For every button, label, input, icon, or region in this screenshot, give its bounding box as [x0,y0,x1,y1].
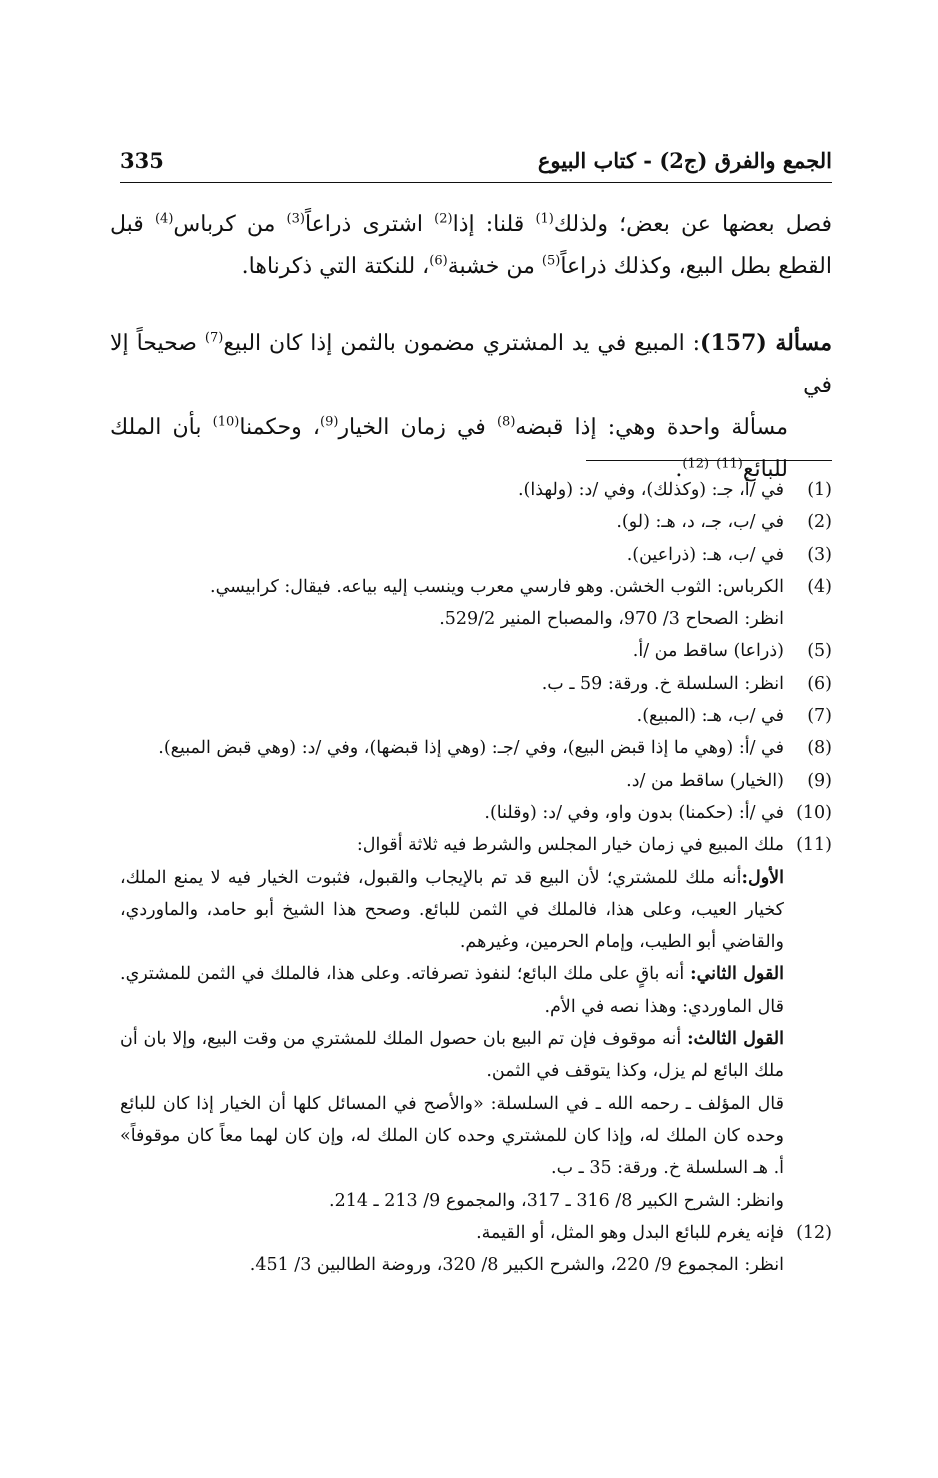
footnote-10 [120,797,832,829]
footnote-ref[interactable]: (9) [320,414,339,430]
second-opinion [120,958,784,1023]
footnote-text: الكرباس: الثوب الخشن. وهو فارسي معرب وينسب إليه بياعه. فيقال: كرابيسي. [210,576,784,597]
footnote-7 [120,700,832,732]
footnote-6 [120,668,832,700]
footnote-4 [120,571,832,636]
body-text: ، للنكتة التي ذكرناها. [241,254,430,279]
footnote-ref[interactable]: (5) [541,253,561,269]
footnote-divider [586,460,832,461]
footnote-number: (4) [807,576,832,597]
footnote-12 [120,1217,832,1282]
footnote-text: في /أ، جـ: (وكذلك)، وفي /د: (ولهذا). [517,480,784,500]
footnote-number: (9) [807,770,832,791]
header-title: الجمع والفرق (ج2) - كتاب البيوع [537,148,832,173]
footnote-number: (12) [796,1222,832,1243]
first-opinion [120,862,784,959]
footnote-3 [120,539,832,571]
footnote-text: في /ب، هـ: (المبيع). [636,706,784,727]
body-text: اشترى ذراعاً [304,212,435,237]
footnote-1 [120,474,832,506]
footnote-number: (10) [796,802,832,823]
issue-label: مسألة (157) [700,330,832,356]
footnote-text: في /أ: (وهي ما إذا قبض البيع)، وفي /جـ: (وهي إذا قبضها)، وفي /د: (وهي قبض المبيع). [158,738,784,759]
footnote-number: (3) [807,544,832,565]
footnote-text: (ذراعا) ساقط من /أ. [632,641,784,662]
body-text: . [675,457,683,482]
running-header [120,148,832,183]
body-text: من كرباس [173,212,287,237]
body-text: قلنا: إذا [452,212,536,237]
footnote-text: انظر: السلسلة خ. ورقة: 59 ـ ب. [541,673,784,694]
opinion-text: أنه موقوف فإن تم البيع بان حصول الملك للمشتري من وقت البيع، وإلا بان أن ملك البائع لم يزل، وكذا يتوقف في الثمن. [120,1029,784,1082]
third-opinion [120,1023,784,1088]
footnote-ref[interactable]: (12) [682,456,710,472]
body-text: قبل القطع بطل البيع، وكذلك ذراعاً [110,212,832,279]
footnote-5 [120,635,832,667]
body-paragraph-1 [110,204,832,288]
footnote-source: انظر: المجموع 9/ 220، والشرح الكبير 8/ 320، وروضة الطالبين 3/ 451. [249,1255,784,1276]
footnote-2 [120,506,832,538]
issue-157-paragraph [110,322,832,491]
footnote-number: (5) [807,641,832,662]
footnote-ref[interactable]: (2) [434,211,453,227]
footnote-text: ملك المبيع في زمان خيار المجلس والشرط فيه ثلاثة أقوال: [356,835,784,856]
footnote-ref[interactable]: (6) [429,253,448,269]
footnote-8 [120,732,832,764]
footnote-number: (6) [807,673,832,694]
opinion-label: الأول: [741,867,784,888]
opinion-text: أنه ملك للمشتري؛ لأن البيع قد تم بالإيجاب والقبول، فثبوت الخيار فيه لا يمنع الملك، كخيار العيب، وعلى هذا، فالملك في الثمن للبائع. وصحح هذا الشيخ أبو حامد، والماوردي، والقاضي أبو الطيب، وإمام الحرمين، وغيرهم. [120,867,784,953]
opinion-text: أنه باقٍ على ملك البائع؛ لنفوذ تصرفاته. وعلى هذا، فالملك في الثمن للمشتري. قال الماوردي: وهذا نصه في الأم. [120,964,784,1017]
footnotes-section [120,474,832,1281]
footnote-ref[interactable]: (10) [212,414,240,430]
footnote-text: في /ب، هـ: (ذراعين). [626,544,784,565]
footnote-number: (7) [807,706,832,727]
footnote-ref[interactable]: (11) [716,456,743,472]
footnote-ref[interactable]: (8) [496,414,516,430]
opinion-label: القول الثالث: [687,1029,784,1050]
page-number: 335 [120,148,164,173]
footnote-source: انظر: الصحاح 3/ 970، والمصباح المنير 529/2. [439,609,784,630]
footnote-text: في /أ: (حكمنا) بدون واو، وفي /د: (وقلنا). [484,802,784,823]
body-text: في زمان الخيار [338,415,497,440]
footnote-11 [120,829,832,1217]
body-text: مسألة واحدة وهي: إذا قبضه [515,415,788,440]
footnote-number: (8) [807,738,832,759]
body-text: ، وحكمنا [239,415,320,440]
footnote-ref[interactable]: (3) [286,211,305,227]
footnote-source: وانظر: الشرح الكبير 8/ 316 ـ 317، والمجموع 9/ 213 ـ 214. [328,1190,784,1211]
author-quote: قال المؤلف ـ رحمه الله ـ في السلسلة: «والأصح في المسائل كلها أن الخيار إذا كان للبائع وحده كان الملك له، وإذا كان للمشتري وحده كان الملك له، وإن كان لهما معاً كان موقوفاً» أ. هـ السلسلة خ. ورقة: 35 ـ ب. [120,1093,784,1179]
body-text: : المبيع في يد المشتري مضمون بالثمن إذا كان البيع [223,331,701,356]
body-text: من خشبة [447,254,542,279]
footnote-ref[interactable]: (7) [204,330,224,346]
body-text: بأن الملك للبائع [110,415,788,482]
footnote-text: في /ب، جـ، د، هـ: (لو). [616,512,784,533]
footnote-9 [120,765,832,797]
footnote-text: (الخيار) ساقط من /د. [626,770,784,791]
body-text: صحيحاً إلا في [110,331,832,398]
opinion-label: القول الثاني: [690,964,784,985]
footnote-number: (1) [807,480,832,500]
body-text: فصل بعضها عن بعض؛ ولذلك [553,212,833,237]
footnote-number: (11) [796,835,832,856]
footnote-number: (2) [807,512,832,533]
footnote-text: فإنه يغرم للبائع البدل وهو المثل، أو القيمة. [476,1222,784,1243]
footnote-ref[interactable]: (1) [535,211,554,227]
footnote-ref[interactable]: (4) [154,211,174,227]
